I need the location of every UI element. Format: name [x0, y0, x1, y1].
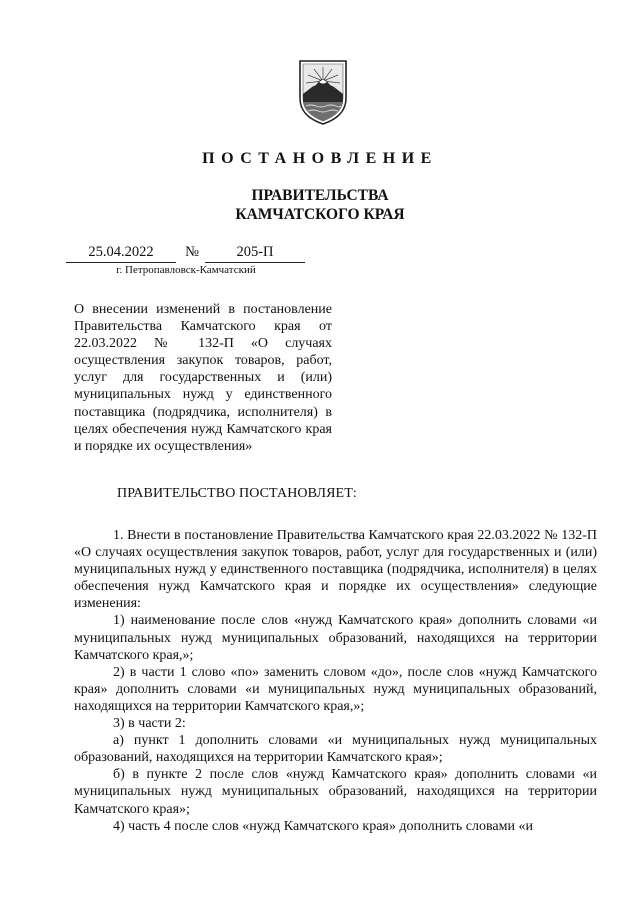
document-number: 205-П	[236, 244, 274, 260]
date-number-row	[0, 244, 640, 264]
paragraph: 2) в части 1 слово «по» заменить словом «до», после слов «нужд Камчатского края» дополнить словами «и муниципальных нужд муниципальных образований, находящихся на территории Камчатского края,»;	[74, 664, 597, 714]
document-city: г. Петропавловск-Камчатский	[116, 264, 256, 276]
document-subject: О внесении изменений в постановление Правительства Камчатского края от 22.03.2022 № 132-П «О случаях осуществления закупок товаров, работ, услуг для государственных и (или) муниципальных нужд у единственного поставщика (подрядчика, исполнителя) в целях обеспечения нужд Камчатского края и порядке их осуществления»	[74, 302, 332, 454]
paragraph: 1. Внести в постановление Правительства Камчатского края 22.03.2022 № 132-П «О случаях осуществления закупок товаров, работ, услуг для государственных и (или) муниципальных нужд у единственного поставщика (подрядчика, исполнителя) в целях обеспечения нужд Камчатского края и порядке их осуществления» следующие изменения:	[74, 528, 597, 612]
decree-heading: ПРАВИТЕЛЬСТВО ПОСТАНОВЛЯЕТ:	[117, 486, 357, 501]
paragraph: 1) наименование после слов «нужд Камчатского края» дополнить словами «и муниципальных нужд муниципальных образований, находящихся на территории Камчатского края,»;	[74, 613, 597, 663]
document-body	[74, 527, 597, 835]
number-sign: №	[185, 244, 199, 260]
paragraph: 3) в части 2:	[113, 716, 186, 732]
document-date: 25.04.2022	[88, 244, 154, 260]
paragraph: б) в пункте 2 после слов «нужд Камчатского края» дополнить словами «и муниципальных нужд муниципальных образований, находящихся на территории Камчатского края»;	[74, 767, 597, 817]
paragraph: а) пункт 1 дополнить словами «и муниципальных нужд муниципальных образований, находящихся на территории Камчатского края»;	[74, 733, 597, 766]
paragraph: 4) часть 4 после слов «нужд Камчатского края» дополнить словами «и	[113, 818, 533, 834]
issuer-line-1: ПРАВИТЕЛЬСТВА	[251, 187, 389, 204]
kamchatka-coat-of-arms-icon	[297, 58, 349, 126]
issuer-line-2: КАМЧАТСКОГО КРАЯ	[235, 206, 405, 223]
issuer-title	[0, 186, 640, 224]
document-type-title: ПОСТАНОВЛЕНИЕ	[202, 150, 438, 167]
date-underline	[66, 262, 176, 263]
number-underline	[205, 262, 305, 263]
